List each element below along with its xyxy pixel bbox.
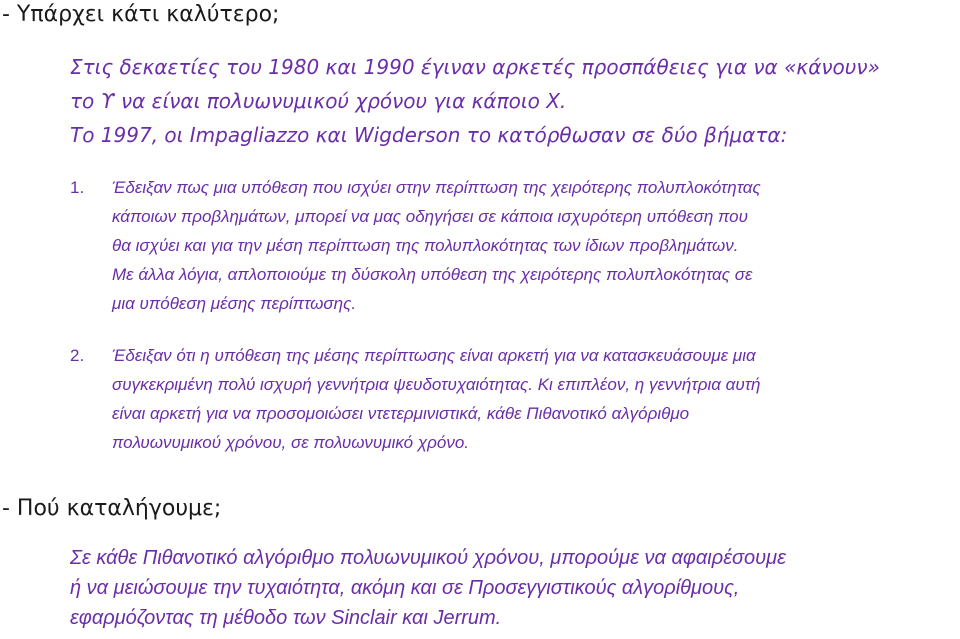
list-item-line: Έδειξαν πως μια υπόθεση που ισχύει στην περίπτωση της χειρότερης πολυπλοκότητας: [112, 178, 761, 197]
conclusion-paragraph: [70, 543, 955, 633]
conclusion-line: ή να μειώσουμε την τυχαιότητα, ακόμη και σε Προσεγγιστικούς αλγορίθμους,: [70, 577, 740, 599]
section-heading-better: - Υπάρχει κάτι καλύτερο;: [2, 2, 280, 27]
section-heading-conclusion: - Πού καταλήγουμε;: [2, 496, 222, 521]
conclusion-line: Σε κάθε Πιθανοτικό αλγόριθμο πολυωνυμικού χρόνου, μπορούμε να αφαιρέσουμε: [70, 547, 786, 569]
list-item-line: μια υπόθεση μέσης περίπτωσης.: [112, 294, 357, 313]
conclusion-line: εφαρμόζοντας τη μέθοδο των Sinclair και Jerrum.: [70, 607, 502, 629]
list-item-line: πολυωνυμικού χρόνου, σε πολυωνυμικό χρόνο.: [112, 433, 469, 452]
list-item-text: [112, 173, 952, 318]
intro-line: Το 1997, οι Impagliazzo και Wigderson το κατόρθωσαν σε δύο βήματα:: [70, 123, 788, 147]
intro-paragraph: [70, 50, 950, 152]
list-item-text: [112, 341, 952, 457]
list-item-line: είναι αρκετή για να προσομοιώσει ντετερμινιστικά, κάθε Πιθανοτικό αλγόριθμο: [112, 404, 690, 423]
intro-line: το ϒ να είναι πολυωνυμικού χρόνου για κάποιο Χ.: [70, 89, 567, 113]
list-item-line: κάποιων προβλημάτων, μπορεί να μας οδηγήσει σε κάποια ισχυρότερη υπόθεση που: [112, 207, 748, 226]
list-item-line: θα ισχύει και για την μέση περίπτωση της πολυπλοκότητας των ίδιων προβλημάτων.: [112, 236, 739, 255]
list-number: 2.: [70, 346, 85, 365]
intro-line: Στις δεκαετίες του 1980 και 1990 έγιναν αρκετές προσπάθειες για να «κάνουν»: [70, 55, 880, 79]
list-item-line: Έδειξαν ότι η υπόθεση της μέσης περίπτωσης είναι αρκετή για να κατασκευάσουμε μια: [112, 346, 756, 365]
list-item-line: Με άλλα λόγια, απλοποιούμε τη δύσκολη υπόθεση της χειρότερης πολυπλοκότητας σε: [112, 265, 753, 284]
list-number: 1.: [70, 178, 85, 197]
list-item-line: συγκεκριμένη πολύ ισχυρή γεννήτρια ψευδοτυχαιότητας. Κι επιπλέον, η γεννήτρια αυτή: [112, 375, 761, 394]
